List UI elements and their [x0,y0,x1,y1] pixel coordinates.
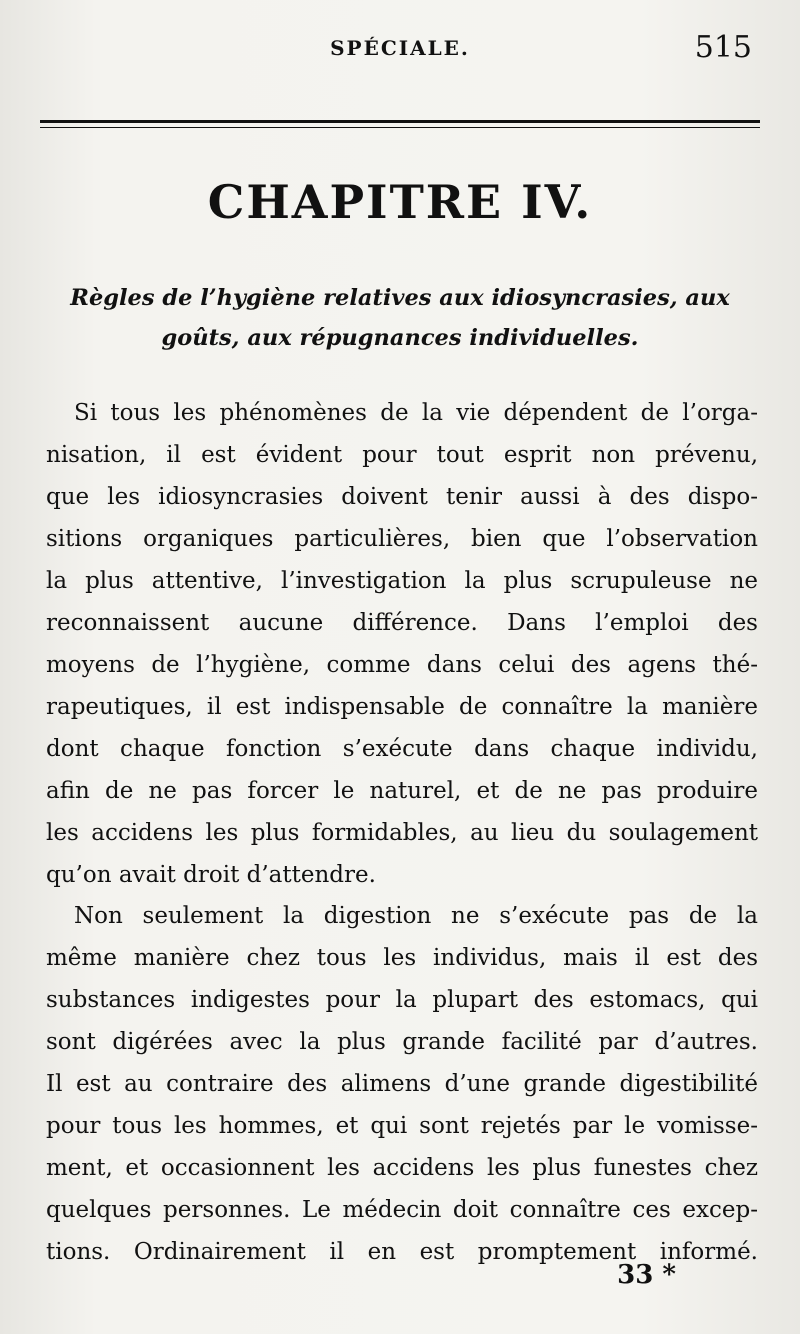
text-line: la plus attentive, l’investigation la plus scrupuleuse ne [46,568,758,594]
text-line: ment, et occasionnent les accidens les plus funestes chez [46,1155,758,1181]
subtitle-line: Règles de l’hygiène relatives aux idiosyncrasies, aux [70,285,730,311]
page-header [40,30,760,80]
paragraph-2 [46,895,758,1273]
text-line: les accidens les plus formidables, au lieu du soulagement [46,820,758,846]
text-line: que les idiosyncrasies doivent tenir aussi à des dispo- [46,484,758,510]
header-rule-thick [40,120,760,123]
text-line: tions. Ordinairement il en est promptement informé. [46,1239,758,1265]
signature-mark: 33 * [617,1260,676,1290]
text-line: même manière chez tous les individus, mais il est des [46,945,758,971]
text-line: pour tous les hommes, et qui sont rejetés par le vomisse- [46,1113,758,1139]
text-line: sitions organiques particulières, bien que l’observation [46,526,758,552]
text-line: nisation, il est évident pour tout esprit non prévenu, [46,442,758,468]
text-line: reconnaissent aucune différence. Dans l’emploi des [46,610,758,636]
chapter-title: CHAPITRE IV. [207,175,593,229]
text-line: afin de ne pas forcer le naturel, et de ne pas produire [46,778,758,804]
text-line: moyens de l’hygiène, comme dans celui des agens thé- [46,652,758,678]
text-line: Non seulement la digestion ne s’exécute pas de la [74,903,758,929]
chapter-subtitle [44,278,756,358]
text-line: Il est au contraire des alimens d’une grande digestibilité [46,1071,758,1097]
subtitle-line: goûts, aux répugnances individuelles. [161,325,639,351]
page-number: 515 [694,30,752,65]
running-head: SPÉCIALE. [330,36,470,60]
text-line: rapeutiques, il est indispensable de connaître la manière [46,694,758,720]
text-line: Si tous les phénomènes de la vie dépendent de l’orga- [74,400,758,426]
text-line: substances indigestes pour la plupart des estomacs, qui [46,987,758,1013]
header-rule-thin [40,127,760,128]
text-line: sont digérées avec la plus grande facilité par d’autres. [46,1029,758,1055]
text-line: quelques personnes. Le médecin doit connaître ces excep- [46,1197,758,1223]
text-line: dont chaque fonction s’exécute dans chaque individu, [46,736,758,762]
paragraph-1 [46,392,758,896]
text-line: qu’on avait droit d’attendre. [46,862,376,888]
